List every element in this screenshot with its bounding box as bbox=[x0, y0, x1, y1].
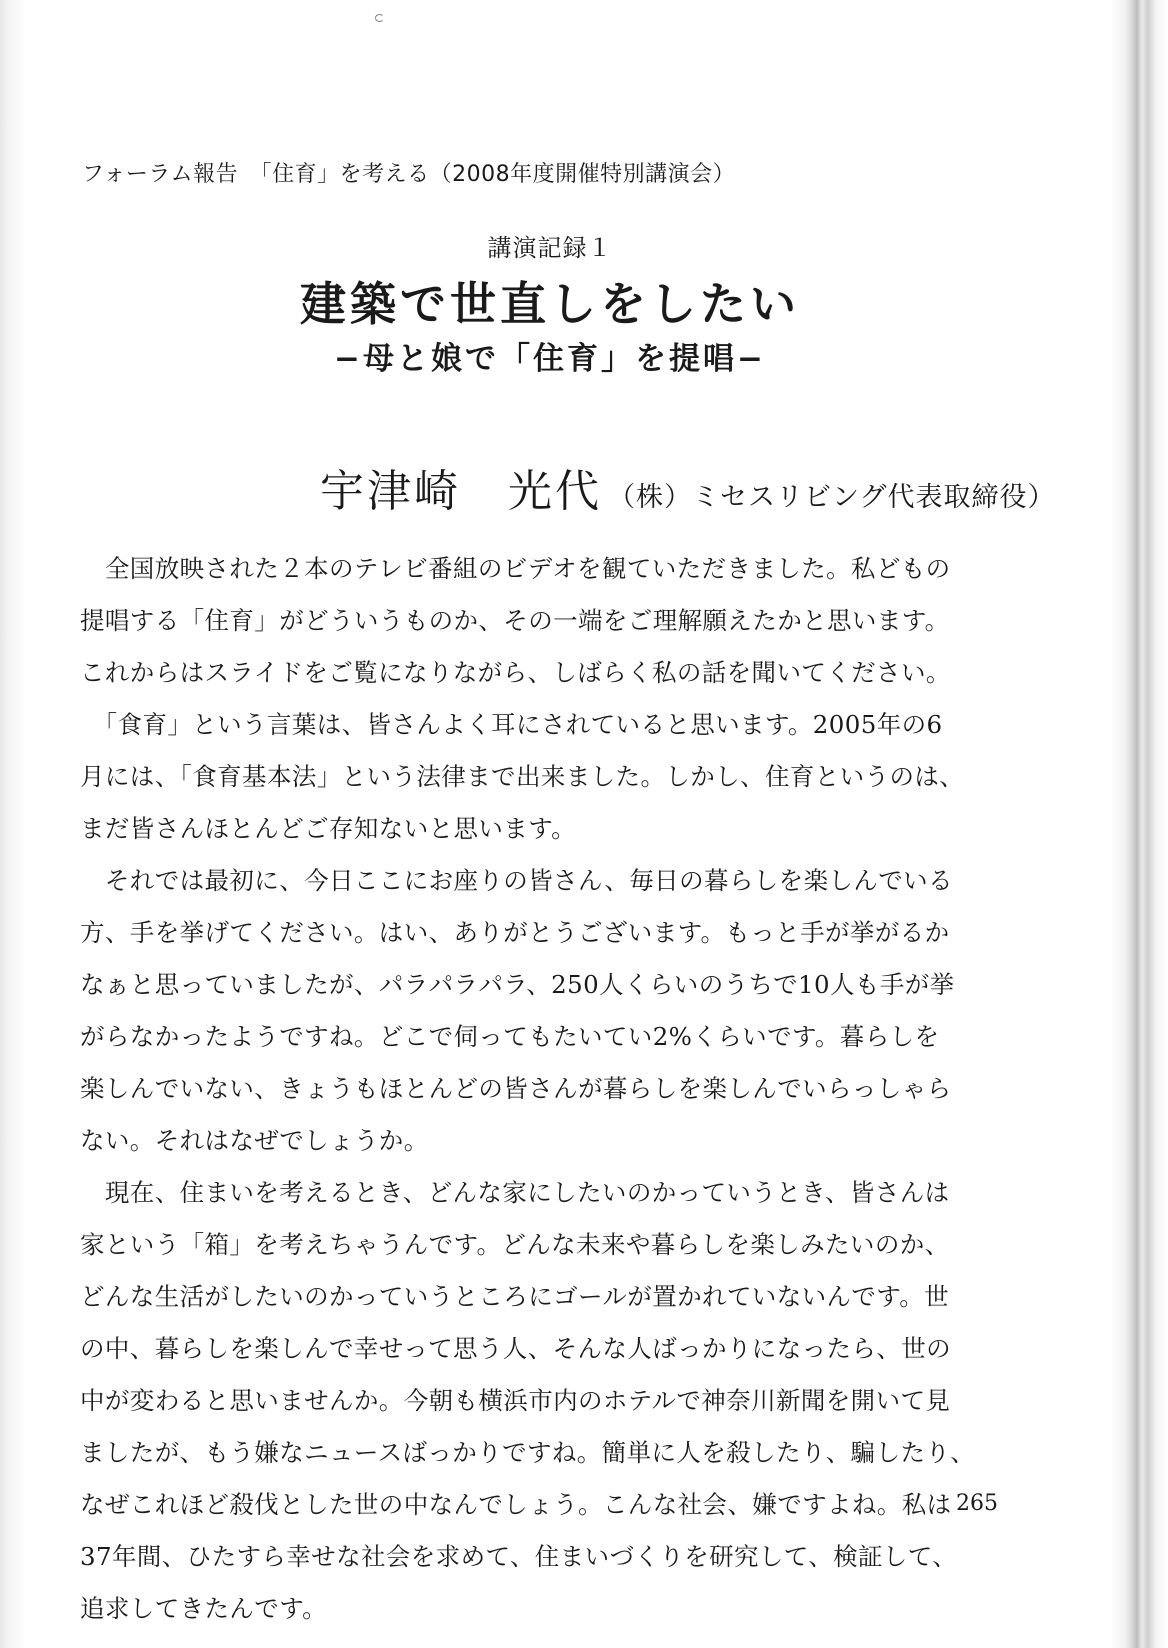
lecture-label: 講演記録１ bbox=[487, 234, 613, 262]
author-name: 宇津崎 光代 bbox=[320, 466, 602, 517]
text-line: なぁと思っていましたが、パラパラパラ、250人くらいのうちで10人も手が挙 bbox=[80, 970, 955, 999]
author-line bbox=[320, 455, 1055, 519]
text-line: の中、暮らしを楽しんで幸せって思う人、そんな人ばっかりになったら、世の bbox=[80, 1334, 952, 1363]
text-line: 中が変わると思いませんか。今朝も横浜市内のホテルで神奈川新聞を開いて見 bbox=[80, 1386, 951, 1415]
running-header: フォーラム報告 「住育」を考える（2008年度開催特別講演会） bbox=[82, 162, 736, 187]
paragraph-2 bbox=[80, 699, 1090, 855]
paragraph-4 bbox=[80, 1167, 1090, 1635]
scan-mark bbox=[375, 14, 384, 22]
paragraph-1 bbox=[80, 543, 1090, 699]
text-line: 追求してきたんです。 bbox=[80, 1594, 328, 1623]
text-line: 月には、「食育基本法」という法律まで出来ました。しかし、住育というのは、 bbox=[80, 762, 965, 791]
text-line: 「食育」という言葉は、皆さんよく耳にされていると思います。2005年の6 bbox=[80, 710, 943, 739]
text-line: それでは最初に、今日ここにお座りの皆さん、毎日の暮らしを楽しんでいる bbox=[80, 866, 953, 895]
text-line: 37年間、ひたすら幸せな社会を求めて、住まいづくりを研究して、検証して、 bbox=[80, 1542, 958, 1571]
page-number: 265 bbox=[956, 1491, 998, 1516]
author-affiliation: （株）ミセスリビング代表取締役） bbox=[608, 482, 1056, 513]
text-line: 楽しんでいない、きょうもほとんどの皆さんが暮らしを楽しんでいらっしゃら bbox=[80, 1074, 952, 1103]
text-line: なぜこれほど殺伐とした世の中なんでしょう。こんな社会、嫌ですよね。私は bbox=[80, 1490, 952, 1519]
page-subtitle: −母と娘で「住育」を提唱− bbox=[334, 341, 766, 377]
text-line: 方、手を挙げてください。はい、ありがとうございます。もっと手が挙がるか bbox=[80, 918, 950, 947]
text-line: ましたが、もう嫌なニュースばっかりですね。簡単に人を殺したり、騙したり、 bbox=[80, 1438, 976, 1467]
text-line: ない。それはなぜでしょうか。 bbox=[80, 1126, 429, 1155]
text-line: まだ皆さんほとんどご存知ないと思います。 bbox=[80, 814, 577, 843]
text-line: 提唱する「住育」がどういうものか、その一端をご理解願えたかと思います。 bbox=[80, 606, 950, 635]
text-line: 現在、住まいを考えるとき、どんな家にしたいのかっていうとき、皆さんは bbox=[80, 1178, 950, 1207]
page-title: 建築で世直しをしたい bbox=[300, 277, 800, 331]
body-text bbox=[80, 543, 1090, 1635]
text-line: どんな生活がしたいのかっていうところにゴールが置かれていないんです。世 bbox=[80, 1282, 950, 1311]
text-line: がらなかったようですね。どこで伺ってもたいてい2%くらいです。暮らしを bbox=[80, 1022, 940, 1051]
text-line: これからはスライドをご覧になりながら、しばらく私の話を聞いてください。 bbox=[80, 658, 951, 687]
paragraph-3 bbox=[80, 855, 1090, 1167]
text-line: 全国放映された２本のテレビ番組のビデオを観ていただきました。私どもの bbox=[80, 554, 951, 583]
text-line: 家という「箱」を考えちゃうんです。どんな未来や暮らしを楽しみたいのか、 bbox=[80, 1230, 950, 1259]
